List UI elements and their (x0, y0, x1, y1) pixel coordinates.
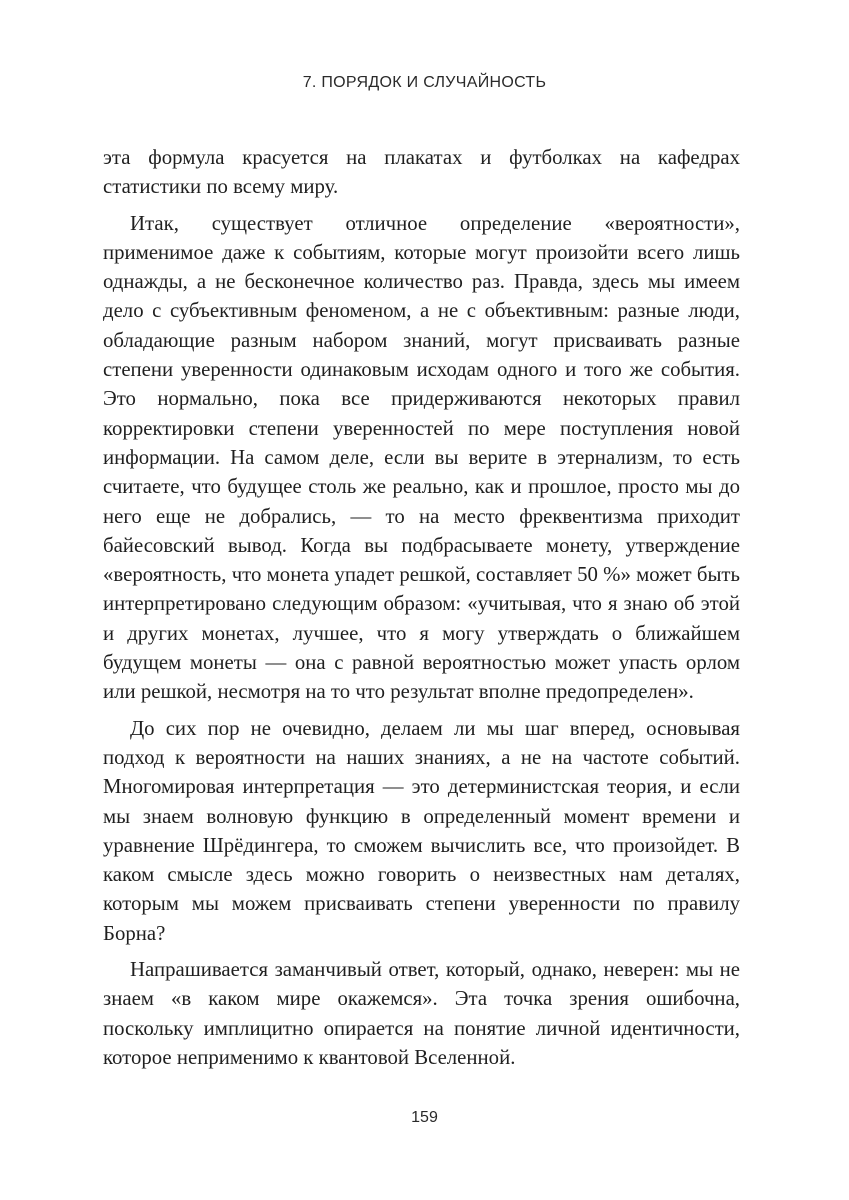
paragraph-continued: эта формула красуется на плакатах и футболках на кафедрах статистики по всему миру. (103, 146, 740, 199)
paragraph: Итак, существует отличное определение «вероятности», применимое даже к событиям, которые могут произойти всего лишь однажды, а не бесконечное количество раз. Правда, здесь мы имеем дело с субъективным феноменом, а не с объективным: разные люди, обладающие разным набором знаний, могут присваивать разные степени уверенности одинаковым исходам одного и того же события. Это нормально, пока все придерживаются некоторых правил корректировки степени уверенностей по мере поступления новой информации. На самом деле, если вы верите в этернализм, то есть считаете, что будущее столь же реально, как и прошлое, просто мы до него еще не добрались, — то на место фреквентизма приходит байесовский вывод. Когда вы подбрасываете монету, утверждение «вероятность, что монета упадет решкой, составляет 50 %» может быть интерпретировано следующим образом: «учитывая, что я знаю об этой и других монетах, лучшее, что я могу утверждать о ближайшем будущем монеты — она с равной вероятностью может упасть орлом или решкой, несмотря на то что результат вполне предопределен». (103, 211, 740, 704)
page-number: 159 (411, 1109, 438, 1126)
paragraph: До сих пор не очевидно, делаем ли мы шаг вперед, основывая подход к вероятности на наших знаниях, а не на частоте событий. Многомировая интерпретация — это детерминистская теория, и если мы знаем волновую функцию в определенный момент времени и уравнение Шрёдингера, то сможем вычислить все, что произойдет. В каком смысле здесь можно говорить о неизвестных нам деталях, которым мы можем присваивать степени уверенности по правилу Борна? (103, 716, 740, 945)
running-head: 7. ПОРЯДОК И СЛУЧАЙНОСТЬ (302, 74, 547, 91)
body-text (103, 143, 740, 1079)
paragraph: Напрашивается заманчивый ответ, который, однако, неверен: мы не знаем «в каком мире окажемся». Эта точка зрения ошибочна, поскольку имплицитно опирается на понятие личной идентичности, которое неприменимо к квантовой Вселенной. (103, 958, 740, 1069)
